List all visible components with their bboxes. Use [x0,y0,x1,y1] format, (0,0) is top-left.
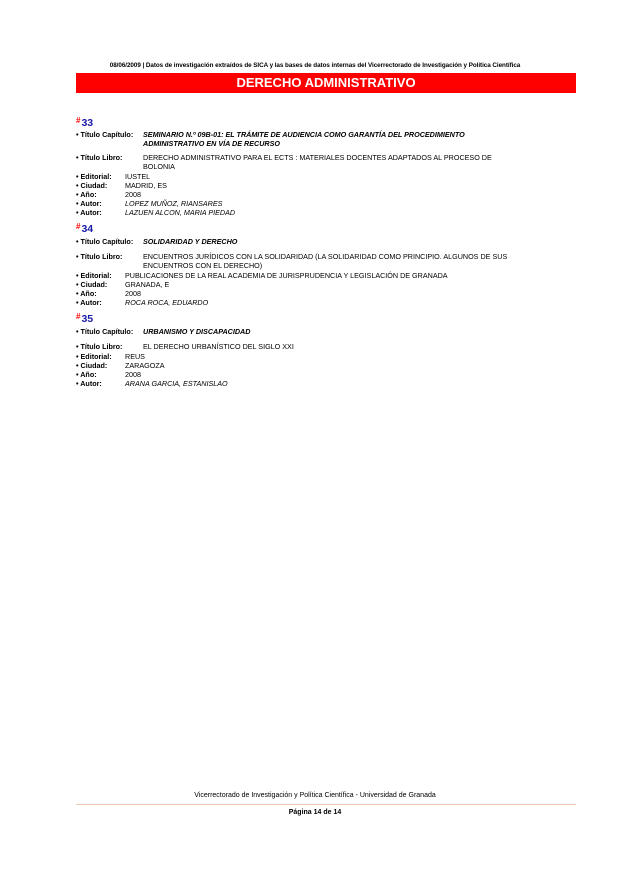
entry-number [76,116,93,129]
entry-number [76,222,93,235]
anio-label: • Año: [76,370,97,379]
anio-label: • Año: [76,289,97,298]
ciudad-label: • Ciudad: [76,280,108,289]
titulo-libro-label: • Título Libro: [76,342,123,351]
autor-label: • Autor: [76,298,102,307]
titulo-libro-value: ENCUENTROS JURÍDICOS CON LA SOLIDARIDAD (LA SOLIDARIDAD COMO PRINCIPIO. ALGUNOS DE SUS [143,252,508,261]
editorial-label: • Editorial: [76,172,112,181]
entry-number-value: 35 [81,313,94,325]
anio-value: 2008 [125,289,141,298]
titulo-capitulo-label: • Título Capítulo: [76,130,134,139]
autor-label: • Autor: [76,379,102,388]
ciudad-value: ZARAGOZA [125,361,165,370]
ciudad-value: MADRID, ES [125,181,167,190]
footer-divider [76,804,576,805]
titulo-libro-label: • Título Libro: [76,252,123,261]
entry-number-value: 33 [81,117,94,129]
editorial-value: REUS [125,352,145,361]
editorial-value: PUBLICACIONES DE LA REAL ACADEMIA DE JURISPRUDENCIA Y LEGISLACIÓN DE GRANADA [125,271,448,280]
entry-number [76,312,93,325]
autor-value: LAZUEN ALCON, MARIA PIEDAD [125,208,236,217]
titulo-libro-value: BOLONIA [143,162,175,171]
anio-value: 2008 [125,370,141,379]
titulo-capitulo-value: SEMINARIO N.º 09B-01: EL TRÁMITE DE AUDIENCIA COMO GARANTÍA DEL PROCEDIMIENTO [143,130,465,139]
anio-value: 2008 [125,190,141,199]
titulo-libro-value: DERECHO ADMINISTRATIVO PARA EL ECTS : MATERIALES DOCENTES ADAPTADOS AL PROCESO DE [143,153,492,162]
ciudad-label: • Ciudad: [76,361,108,370]
ciudad-label: • Ciudad: [76,181,108,190]
page-header: 08/06/2009 | Datos de investigación extraídos de SICA y las bases de datos internas del Vicerrectorado de Investigación y Política Científica [109,62,521,69]
hash-mark: # [76,222,81,231]
autor-label: • Autor: [76,199,102,208]
titulo-libro-value: EL DERECHO URBANÍSTICO DEL SIGLO XXI [143,342,294,351]
hash-mark: # [76,116,81,125]
autor-value: LOPEZ MUÑOZ, RIANSARES [125,199,223,208]
titulo-libro-label: • Título Libro: [76,153,123,162]
page-number: Página 14 de 14 [288,809,342,816]
editorial-label: • Editorial: [76,352,112,361]
editorial-value: IUSTEL [125,172,151,181]
autor-label: • Autor: [76,208,102,217]
titulo-capitulo-value: ADMINISTRATIVO EN VÍA DE RECURSO [143,139,280,148]
ciudad-value: GRANADA, E [125,280,170,289]
titulo-capitulo-value: URBANISMO Y DISCAPACIDAD [143,327,251,336]
titulo-capitulo-label: • Título Capítulo: [76,327,134,336]
entry-number-value: 34 [81,223,94,235]
titulo-libro-value: ENCUENTROS CON EL DERECHO) [143,261,263,270]
section-title-banner: DERECHO ADMINISTRATIVO [76,73,576,93]
titulo-capitulo-value: SOLIDARIDAD Y DERECHO [143,237,238,246]
hash-mark: # [76,312,81,321]
autor-value: ARANA GARCIA, ESTANISLAO [125,379,228,388]
anio-label: • Año: [76,190,97,199]
autor-value: ROCA ROCA, EDUARDO [125,298,209,307]
editorial-label: • Editorial: [76,271,112,280]
footer-text: Vicerrectorado de Investigación y Política Científica - Universidad de Granada [194,792,436,799]
titulo-capitulo-label: • Título Capítulo: [76,237,134,246]
